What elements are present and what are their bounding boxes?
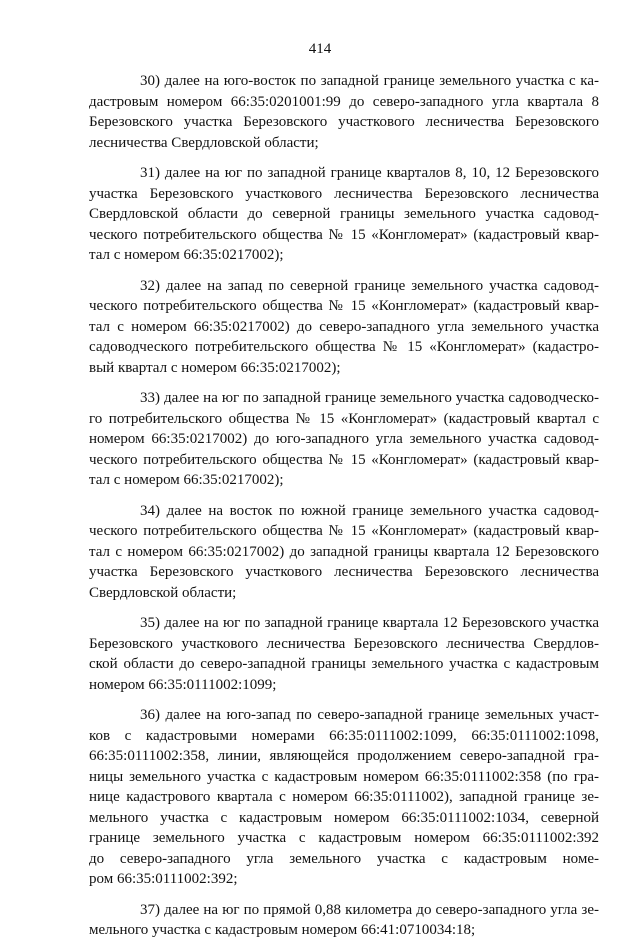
text-line: 31) далее на юг по западной границе кварталов 8, 10, 12 Березовского [140,165,599,181]
text-line: 32) далее на запад по северной границе земельного участка садовод- [140,277,599,294]
text-line: 66:35:0111002:358, линии, являющейся продолжением северо-западной гра- [89,748,599,764]
text-line: ческого потребительского общества № 15 «Конгломерат» (кадастровый квар- [89,451,599,468]
text-line: нице кадастрового квартала с номером 66:35:0111002), западной границе зе- [89,789,599,805]
paragraph-item [89,276,599,379]
text-line: тал с номером 66:35:0217002) до западной границы квартала 12 Березовского [89,543,599,560]
text-line: ческого потребительского общества № 15 «Конгломерат» (кадастровый квар- [89,226,599,243]
text-line: тал с номером 66:35:0217002) до северо-западного угла земельного участка [89,318,599,335]
document-body [89,71,599,951]
text-line: мельного участка с кадастровым номером 66:41:0710034:18; [89,922,476,938]
text-line: 33) далее на юг по западной границе земельного участка садоводческо- [140,390,599,406]
text-line: ницы земельного участка с кадастровым номером 66:35:0111002:358 (по гра- [89,768,599,785]
text-line: садоводческого потребительского общества № 15 «Конгломерат» (кадастро- [89,339,599,355]
text-line: 34) далее на восток по южной границе земельного участка садовод- [140,502,599,519]
paragraph-item [89,900,599,941]
text-line: ческого потребительского общества № 15 «Конгломерат» (кадастровый квар- [89,523,599,539]
text-line: вый квартал с номером 66:35:0217002); [89,359,341,376]
paragraph-item [89,501,599,604]
text-line: ков с кадастровыми номерами 66:35:0111002:1099, 66:35:0111002:1098, [89,727,599,744]
text-line: Свердловской области; [89,584,237,601]
text-line: до северо-западного угла земельного участка с кадастровым номе- [89,850,599,867]
paragraph-item [89,388,599,491]
text-line: участка Березовского участкового лесничества Березовского лесничества [89,564,599,580]
text-line: тал с номером 66:35:0217002); [89,472,284,488]
paragraph-item [89,163,599,266]
text-line: дастровым номером 66:35:0201001:99 до северо-западного угла квартала 8 [89,93,599,110]
text-line: 36) далее на юго-запад по северо-западной границе земельных участ- [140,707,599,723]
text-line: границе земельного участка с кадастровым номером 66:35:0111002:392 [89,830,599,846]
text-line: 35) далее на юг по западной границе квартала 12 Березовского участка [140,615,599,631]
text-line: номером 66:35:0217002) до юго-западного угла земельного участка садовод- [89,431,599,447]
paragraph-item [89,705,599,890]
text-line: участка Березовского участкового лесничества Березовского лесничества [89,185,599,202]
paragraph-item [89,71,599,153]
text-line: лесничества Свердловской области; [89,134,319,151]
text-line: ром 66:35:0111002:392; [89,871,238,887]
text-line: ской области до северо-западной границы земельного участка с кадастровым [89,656,599,672]
text-line: Березовского участка Березовского участкового лесничества Березовского [89,114,599,130]
text-line: тал с номером 66:35:0217002); [89,247,284,263]
text-line: мельного участка с кадастровым номером 66:35:0111002:1034, северной [89,809,599,826]
text-line: номером 66:35:0111002:1099; [89,676,277,693]
text-line: ческого потребительского общества № 15 «Конгломерат» (кадастровый квар- [89,298,599,314]
text-line: Березовского участкового лесничества Березовского лесничества Свердлов- [89,635,599,652]
text-line: 30) далее на юго-восток по западной границе земельного участка с ка- [140,73,599,89]
paragraph-item [89,613,599,695]
text-line: Свердловской области до северной границы земельного участка садовод- [89,206,599,222]
page-number: 414 [308,41,332,57]
text-line: го потребительского общества № 15 «Конгломерат» (кадастровый квартал с [89,410,599,427]
text-line: 37) далее на юг по прямой 0,88 километра до северо-западного угла зе- [140,901,599,918]
